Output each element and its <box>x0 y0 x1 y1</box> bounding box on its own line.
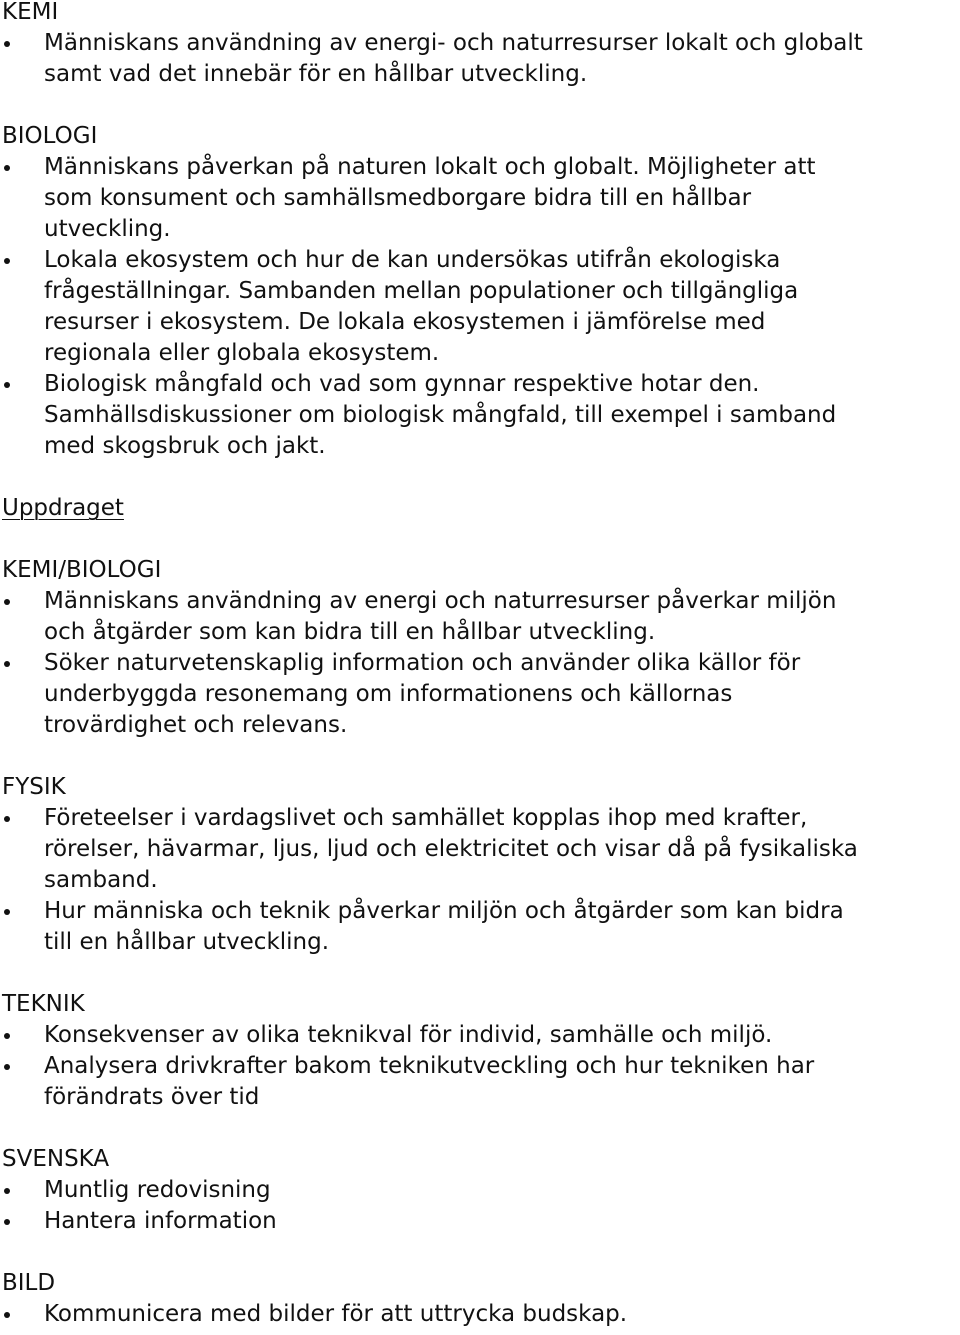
list-item-text-line: utveckling. <box>44 216 171 242</box>
section-heading: TEKNIK <box>2 991 85 1017</box>
list-item <box>0 803 960 896</box>
bullet-icon <box>4 909 10 915</box>
section-heading: BIOLOGI <box>2 123 98 149</box>
section-gap <box>0 524 960 555</box>
list-item <box>0 896 960 958</box>
list-item-text-line: Hantera information <box>44 1208 277 1234</box>
list-item-text-line: och åtgärder som kan bidra till en hållbar utveckling. <box>44 619 656 645</box>
bullet-list <box>0 28 960 90</box>
list-item-text-line: Hur människa och teknik påverkar miljön och åtgärder som kan bidra <box>44 898 844 924</box>
bullet-icon <box>4 661 10 667</box>
bullet-icon <box>4 258 10 264</box>
bullet-list <box>0 1020 960 1113</box>
bullet-icon <box>4 165 10 171</box>
list-item-text-line: Söker naturvetenskaplig information och använder olika källor för <box>44 650 801 676</box>
list-item-text-line: Människans användning av energi och naturresurser påverkar miljön <box>44 588 837 614</box>
list-item <box>0 648 960 741</box>
list-item-text-line: med skogsbruk och jakt. <box>44 433 326 459</box>
list-item-text-line: Lokala ekosystem och hur de kan undersökas utifrån ekologiska <box>44 247 781 273</box>
list-item <box>0 1299 960 1330</box>
bullet-icon <box>4 1312 10 1318</box>
list-item-text-line: Analysera drivkrafter bakom teknikutveckling och hur tekniken har <box>44 1053 815 1079</box>
list-item-text-line: till en hållbar utveckling. <box>44 929 330 955</box>
bullet-list <box>0 803 960 958</box>
bullet-icon <box>4 1219 10 1225</box>
list-item-text-line: Människans påverkan på naturen lokalt och globalt. Möjligheter att <box>44 154 816 180</box>
bullet-icon <box>4 599 10 605</box>
bullet-icon <box>4 1033 10 1039</box>
list-item-text-line: frågeställningar. Sambanden mellan populationer och tillgängliga <box>44 278 799 304</box>
list-item-text-line: Samhällsdiskussioner om biologisk mångfald, till exempel i samband <box>44 402 837 428</box>
bullet-list <box>0 586 960 741</box>
list-item-text-line: Kommunicera med bilder för att uttrycka budskap. <box>44 1301 628 1327</box>
list-item-text-line: underbyggda resonemang om informationens och källornas <box>44 681 733 707</box>
list-item <box>0 586 960 648</box>
bullet-list <box>0 152 960 462</box>
section-heading: SVENSKA <box>2 1146 110 1172</box>
list-item-text-line: samt vad det innebär för en hållbar utveckling. <box>44 61 588 87</box>
list-item-text-line: rörelser, hävarmar, ljus, ljud och elektricitet och visar då på fysikaliska <box>44 836 858 862</box>
bullet-icon <box>4 1064 10 1070</box>
section-heading: Uppdraget <box>2 495 124 521</box>
section-gap <box>0 741 960 772</box>
bullet-icon <box>4 1188 10 1194</box>
list-item-text-line: resurser i ekosystem. De lokala ekosystemen i jämförelse med <box>44 309 766 335</box>
list-item-text-line: Muntlig redovisning <box>44 1177 271 1203</box>
section-gap <box>0 1113 960 1144</box>
list-item-text-line: Människans användning av energi- och naturresurser lokalt och globalt <box>44 30 863 56</box>
list-item-text-line: Företeelser i vardagslivet och samhället kopplas ihop med krafter, <box>44 805 808 831</box>
list-item-text-line: Biologisk mångfald och vad som gynnar respektive hotar den. <box>44 371 760 397</box>
list-item <box>0 152 960 245</box>
list-item-text-line: förändrats över tid <box>44 1084 260 1110</box>
section-heading: KEMI <box>2 0 59 25</box>
section-heading: KEMI/BIOLOGI <box>2 557 162 583</box>
bullet-list <box>0 1299 960 1330</box>
list-item <box>0 245 960 369</box>
section-gap <box>0 90 960 121</box>
list-item-text-line: regionala eller globala ekosystem. <box>44 340 440 366</box>
list-item <box>0 1051 960 1113</box>
section-heading: BILD <box>2 1270 56 1296</box>
list-item <box>0 369 960 462</box>
bullet-icon <box>4 382 10 388</box>
section-heading: FYSIK <box>2 774 66 800</box>
bullet-list <box>0 1175 960 1237</box>
list-item-text-line: samband. <box>44 867 158 893</box>
list-item <box>0 1175 960 1206</box>
section-gap <box>0 1237 960 1268</box>
list-item <box>0 28 960 90</box>
section-gap <box>0 462 960 493</box>
bullet-icon <box>4 816 10 822</box>
section-gap <box>0 958 960 989</box>
list-item <box>0 1206 960 1237</box>
list-item <box>0 1020 960 1051</box>
list-item-text-line: som konsument och samhällsmedborgare bidra till en hållbar <box>44 185 752 211</box>
list-item-text-line: Konsekvenser av olika teknikval för individ, samhälle och miljö. <box>44 1022 773 1048</box>
bullet-icon <box>4 41 10 47</box>
list-item-text-line: trovärdighet och relevans. <box>44 712 348 738</box>
